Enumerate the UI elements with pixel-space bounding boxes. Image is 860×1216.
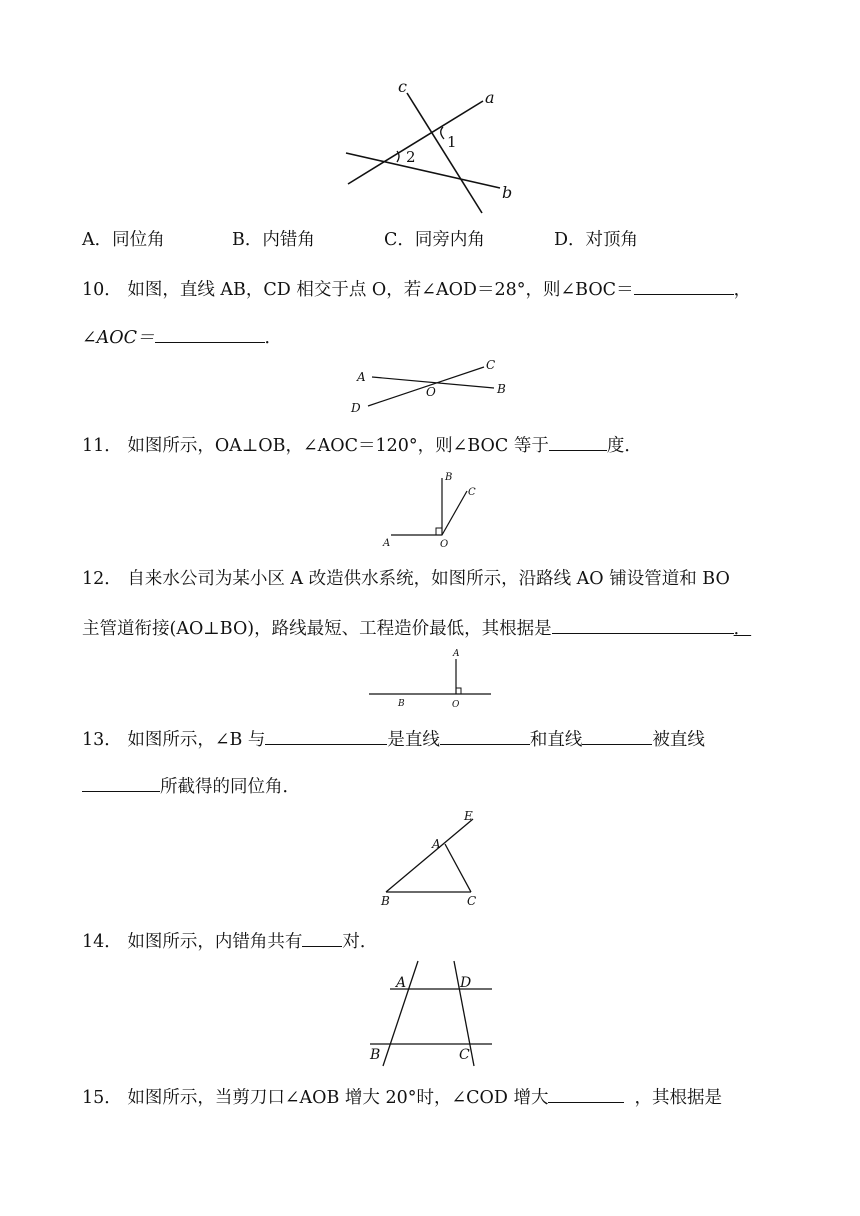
figure-q14 xyxy=(366,958,496,1068)
ray-be xyxy=(386,819,473,892)
q15-answer-blank[interactable] xyxy=(548,1084,624,1103)
label-c: C xyxy=(467,894,477,908)
label-c: c xyxy=(398,77,407,96)
q13-line1 xyxy=(82,726,705,751)
label-b: B xyxy=(381,894,390,908)
q11-line xyxy=(82,432,642,457)
q10-answer-blank-aoc[interactable] xyxy=(155,324,265,343)
label-d: D xyxy=(351,401,361,415)
label-c: C xyxy=(459,1047,470,1063)
q10-period: ． xyxy=(264,328,283,348)
label-b: B xyxy=(445,472,453,483)
label-c: C xyxy=(486,358,496,372)
label-a: A xyxy=(453,649,460,659)
angle-2-arc xyxy=(397,151,399,162)
label-o: O xyxy=(426,385,436,399)
label-d: D xyxy=(460,975,472,991)
label-2: 2 xyxy=(406,148,416,166)
q10-line1 xyxy=(82,276,751,301)
q15-text-b: ，其根据是 xyxy=(634,1088,722,1108)
line-a xyxy=(348,101,483,184)
q10-answer-blank-boc[interactable] xyxy=(634,276,734,295)
q13-text-d: 被直线 xyxy=(652,730,705,750)
q14-answer-blank[interactable] xyxy=(302,928,342,947)
q13-blank-line1[interactable] xyxy=(440,726,530,745)
line-c xyxy=(407,93,482,213)
figure-q13 xyxy=(375,808,485,908)
q12-text1: 12． 自来水公司为某小区 A 改造供水系统，如图所示，沿路线 AO 铺设管道和 BO xyxy=(82,569,730,589)
label-a: A xyxy=(357,370,366,384)
option-a: A．同位角 xyxy=(82,230,165,250)
q13-text-a: 13． 如图所示，∠B 与 xyxy=(82,730,266,750)
label-b: B xyxy=(370,1047,381,1063)
label-1: 1 xyxy=(447,133,457,151)
label-a: A xyxy=(432,837,441,851)
q10-text: 10． 如图，直线 AB，CD 相交于点 O，若∠AOD＝28°，则∠BOC＝ xyxy=(82,280,634,300)
label-a: A xyxy=(383,538,391,549)
q14-line xyxy=(82,928,377,953)
figure-q11 xyxy=(378,470,488,550)
label-o: O xyxy=(452,700,460,710)
figure-q10 xyxy=(348,355,518,415)
q13-text-b: 是直线 xyxy=(387,730,440,750)
label-b: B xyxy=(398,699,405,709)
q11-answer-blank[interactable] xyxy=(549,432,607,451)
segment-ac xyxy=(445,844,471,892)
ray-oc xyxy=(442,491,467,535)
figure-q9 xyxy=(340,77,530,220)
q9-options xyxy=(82,229,638,251)
q12-end: ． xyxy=(733,619,752,639)
q13-end: 所截得的同位角． xyxy=(160,777,300,797)
q12-answer-blank[interactable] xyxy=(552,615,734,634)
q13-text-c: 和直线 xyxy=(529,730,583,750)
angle-1-arc xyxy=(441,127,444,139)
q15-line xyxy=(82,1084,722,1109)
right-angle-mark xyxy=(436,528,442,535)
q14-text: 14． 如图所示，内错角共有 xyxy=(82,932,303,952)
q13-blank-line2[interactable] xyxy=(582,726,652,745)
right-angle-mark xyxy=(456,688,461,694)
q12-line2 xyxy=(82,615,751,640)
label-a: A xyxy=(396,975,407,991)
option-c: C．同旁内角 xyxy=(384,230,485,250)
label-b: B xyxy=(497,382,506,396)
q14-end: 对． xyxy=(342,932,378,952)
label-e: E xyxy=(464,809,473,823)
option-d: D．对顶角 xyxy=(554,230,639,250)
label-c: C xyxy=(468,487,476,498)
q10-line2 xyxy=(82,324,282,349)
q10-text2: ∠AOC＝ xyxy=(82,328,155,348)
q13-blank-angle[interactable] xyxy=(265,726,387,745)
q11-text: 11． 如图所示，OA⊥OB，∠AOC＝120°，则∠BOC 等于 xyxy=(82,436,549,456)
label-b: b xyxy=(502,183,513,202)
label-o: O xyxy=(440,539,449,550)
q10-comma: ， xyxy=(733,280,752,300)
q15-text-a: 15． 如图所示，当剪刀口∠AOB 增大 20°时，∠COD 增大 xyxy=(82,1088,549,1108)
option-b: B．内错角 xyxy=(232,230,315,250)
figure-q12 xyxy=(365,645,495,715)
q12-line1 xyxy=(82,568,730,590)
label-a: a xyxy=(485,88,495,107)
q12-text2: 主管道衔接(AO⊥BO)，路线最短、工程造价最低，其根据是 xyxy=(82,619,552,639)
q11-end: 度． xyxy=(606,436,642,456)
q13-blank-transversal[interactable] xyxy=(82,773,160,792)
q13-line2 xyxy=(82,773,300,798)
